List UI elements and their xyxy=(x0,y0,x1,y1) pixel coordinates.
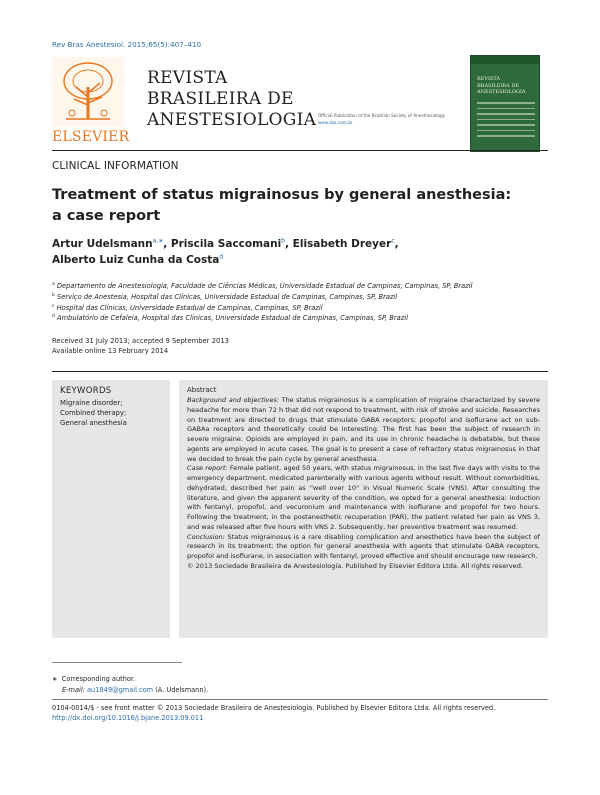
elsevier-tree-icon xyxy=(52,57,124,127)
affiliation-mark: c xyxy=(52,303,55,309)
journal-title-line: REVISTA xyxy=(147,68,228,88)
journal-cover-thumbnail xyxy=(470,55,540,152)
affiliation-text: Hospital das Clínicas, Universidade Estadual de Campinas, Campinas, SP, Brazil xyxy=(56,303,323,312)
keywords-panel xyxy=(52,380,170,638)
doi-link[interactable]: http://dx.doi.org/10.1016/j.bjane.2013.09.011 xyxy=(52,714,204,723)
abstract-case-text: Female patient, aged 50 years, with status migrainosus, in the last five days with visits to the emergency department, medicated parenterally with various agents without result. Without comorbidities, dehydrated, described her pain as ''well over 10'' in Visual Numeric Scale (VNS). After consulting the literature, and given the apparent severity of the condition, we opted for a general anesthesia: induction with fentanyl, propofol, and vecuronium and maintenance with isoflurane and propofol for two hours. Following the treatment, in the postanesthetic recuperation (PAR), the patient related her pain as VNS 3, and was released after five hours with VNS 2. Subsequently, her preventive treatment was resumed. xyxy=(187,464,540,531)
author-name: Alberto Luiz Cunha da Costa xyxy=(52,254,220,266)
affiliation-item xyxy=(52,281,562,292)
elsevier-wordmark: ELSEVIER xyxy=(52,129,130,145)
article-title xyxy=(52,185,552,227)
keywords-heading: KEYWORDS xyxy=(60,386,112,396)
journal-url-link[interactable]: www.sba.com.br xyxy=(318,120,353,125)
email-suffix: (A. Udelsmann). xyxy=(155,686,209,694)
author-affiliation-mark[interactable]: c xyxy=(391,237,395,245)
corresponding-author-footnote xyxy=(52,674,208,696)
author-affiliation-mark[interactable]: b xyxy=(281,237,286,245)
received-date: Received 31 July 2013; accepted 9 September 2013 xyxy=(52,337,229,345)
footer-divider xyxy=(52,699,548,700)
affiliation-text: Serviço de Anestesia, Hospital das Clínicas, Universidade Estadual de Campinas, Campinas, SP, Brazil xyxy=(57,292,398,301)
abstract-conclusion-label: Conclusion: xyxy=(187,532,225,541)
journal-title-line: ANESTESIOLOGIA xyxy=(147,110,317,130)
abstract-conclusion xyxy=(187,533,540,562)
elsevier-logo xyxy=(52,57,130,145)
journal-citation[interactable]: Rev Bras Anestesiol. 2015;65(5):407–410 xyxy=(52,40,202,49)
affiliation-list xyxy=(52,281,562,324)
keyword-item: General anesthesia xyxy=(60,419,127,427)
affiliation-mark: d xyxy=(52,314,55,320)
keyword-item: Migraine disorder; xyxy=(60,399,123,407)
footnote-corresponding: Corresponding author. xyxy=(61,675,136,683)
section-label: CLINICAL INFORMATION xyxy=(52,160,179,172)
issn-line: 0104-0014/$ - see front matter © 2013 Sociedade Brasileira de Anestesiologia. Published by Elsevier Editora Ltda. All rights reserved. xyxy=(52,704,496,712)
abstract-background-text: The status migrainosus is a complication of migraine characterized by severe headache for more than 72 h that did not respond to treatment, with risk of stroke and suicide. Researches on treatment are directed to drugs that stimulate GABA receptors; propofol and isoflurane act on sub-GABAa receptors and theoretically could be interesting. The first has been the subject of research in severe migraine. Opioids are employed in pain, and its use in chronic headache is debatable, but these agents are employed in acute cases. The goal is to present a case of refractory status migrainosus in that we decided to break the pain cycle by general anesthesia. xyxy=(187,396,540,463)
author-name: Priscila Saccomani xyxy=(170,238,282,250)
abstract-conclusion-text: Status migrainosus is a rare disabling complication and anesthetics have been the subject of research in its treatment; the option for general anesthesia with agents that stimulate GABA receptors, propofol and isoflurane, in association with fentanyl, proved effective and should encourage new research. xyxy=(187,532,540,560)
abstract-top-divider xyxy=(52,371,548,372)
author-separator: , xyxy=(285,238,293,250)
author-name: Elisabeth Dreyer xyxy=(292,238,392,250)
author-affiliation-mark[interactable]: a,∗ xyxy=(152,237,164,245)
affiliation-text: Departamento de Anestesiologia, Faculdade de Ciências Médicas, Universidade Estadual de Campinas, Campinas, SP, Brazil xyxy=(56,282,473,290)
journal-title-line: BRASILEIRA DE xyxy=(147,89,294,109)
abstract-background-label: Background and objectives: xyxy=(187,396,280,404)
cover-title-line: REVISTA xyxy=(477,76,501,82)
header-divider xyxy=(52,150,548,151)
article-dates xyxy=(52,336,229,356)
online-date: Available online 13 February 2014 xyxy=(52,347,169,355)
email-label: E-mail: xyxy=(62,686,85,694)
author-affiliation-mark[interactable]: d xyxy=(219,253,224,261)
abstract-case-label: Case report: xyxy=(187,464,228,473)
affiliation-item xyxy=(52,292,562,303)
cover-decoration xyxy=(477,102,535,141)
affiliation-item xyxy=(52,303,562,314)
abstract-heading: Abstract xyxy=(187,386,217,394)
footnote-divider xyxy=(52,662,182,663)
footnote-asterisk: ∗ xyxy=(52,675,58,683)
affiliation-mark: b xyxy=(52,292,55,298)
author-separator: , xyxy=(394,238,399,250)
author-list xyxy=(52,236,552,268)
page-footer xyxy=(52,703,495,723)
affiliation-mark: a xyxy=(52,281,55,287)
article-title-line: Treatment of status migrainosus by general anesthesia: xyxy=(52,187,512,203)
journal-subtitle xyxy=(318,112,445,126)
abstract-background xyxy=(187,396,540,464)
abstract-panel xyxy=(179,380,548,638)
cover-title-line: BRASILEIRA DE xyxy=(477,82,520,89)
cover-top-band xyxy=(471,56,539,64)
affiliation-text: Ambulatório de Cefaleia, Hospital das Clínicas, Universidade Estadual de Campinas, Campinas, SP, Brazil xyxy=(57,314,408,323)
journal-title xyxy=(147,68,316,131)
abstract-copyright: © 2013 Sociedade Brasileira de Anestesiologia. Published by Elsevier Editora Ltda. All rights reserved. xyxy=(187,561,523,570)
abstract-case-report xyxy=(187,464,540,532)
journal-subtitle-text: Official Publication of the Brazilian Society of Anesthesiology xyxy=(318,113,446,118)
cover-title xyxy=(477,76,537,96)
author-email-link[interactable]: au1849@gmail.com xyxy=(87,686,154,694)
cover-title-line: ANESTESIOLOGIA xyxy=(477,89,526,95)
article-title-line: a case report xyxy=(52,208,161,224)
author-name: Artur Udelsmann xyxy=(52,238,153,250)
author-separator: , xyxy=(163,238,171,250)
keyword-item: Combined therapy; xyxy=(60,409,127,417)
affiliation-item xyxy=(52,313,562,324)
